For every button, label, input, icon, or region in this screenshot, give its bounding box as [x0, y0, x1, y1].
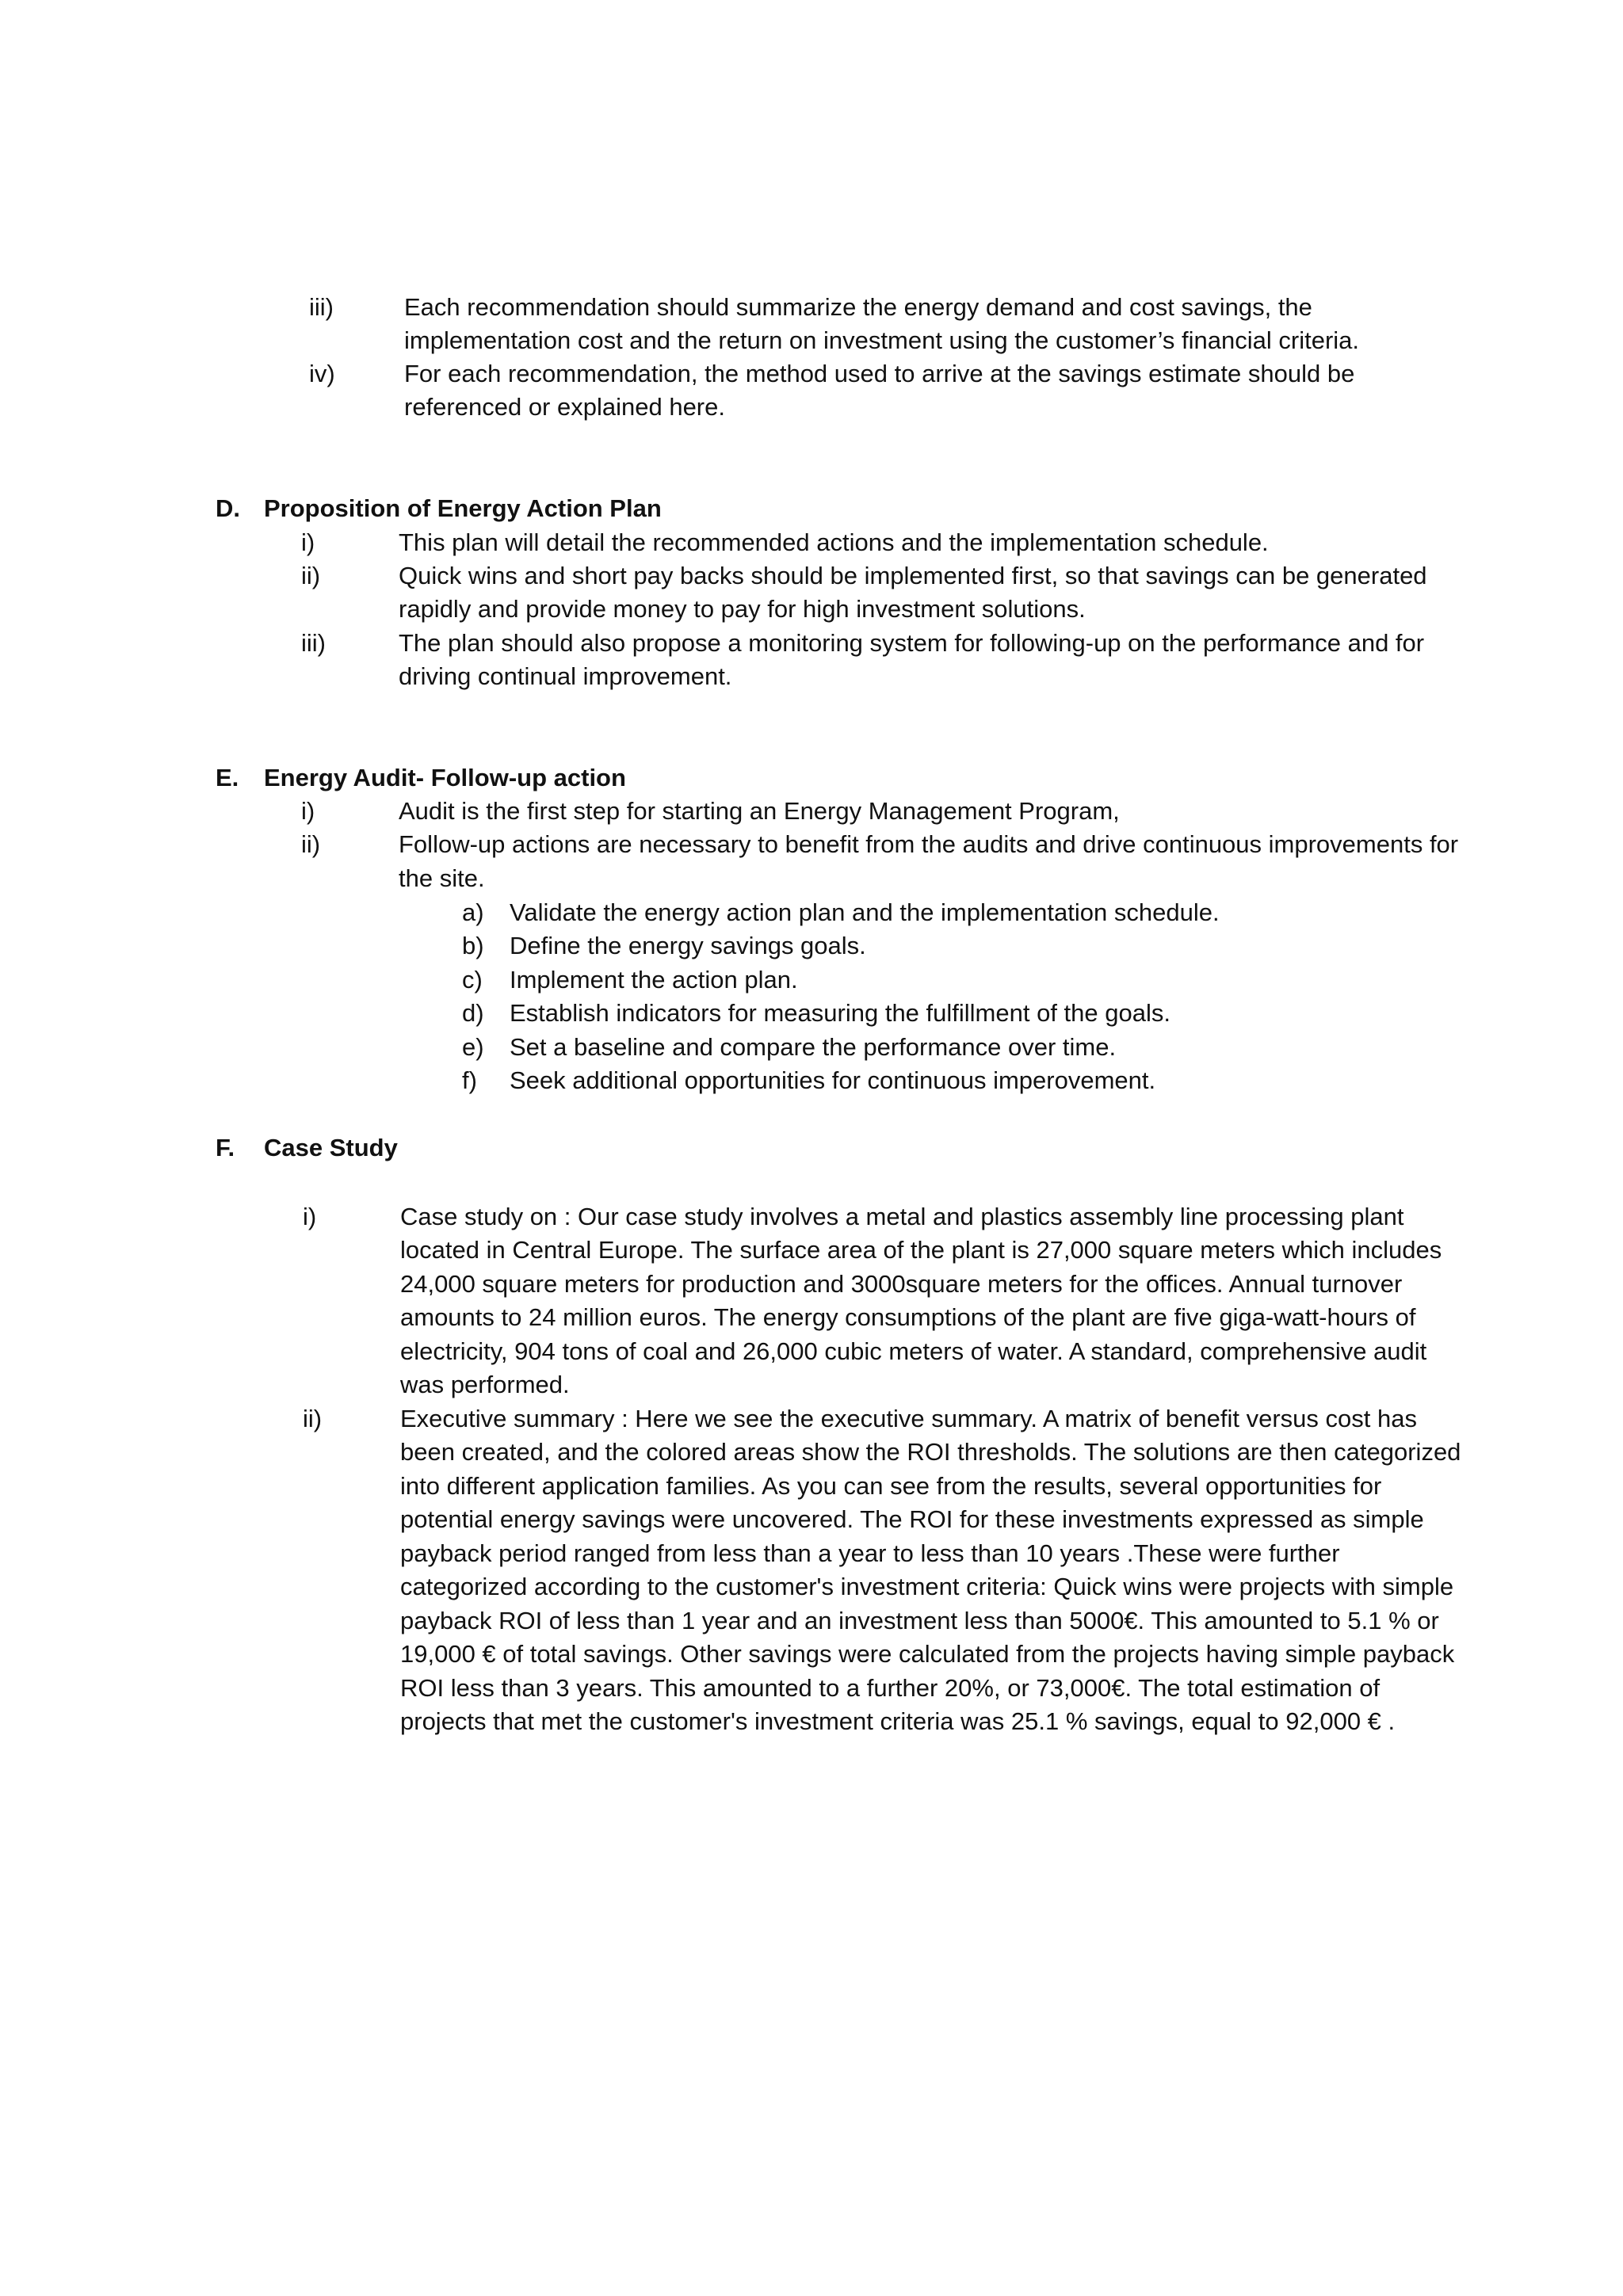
list-number: iii): [309, 293, 334, 321]
list-item-text: implementation cost and the return on investment using the customer’s financial criteria.: [404, 326, 1360, 354]
sublist-text: Validate the energy action plan and the implementation schedule.: [510, 898, 1220, 926]
list-item-text: amounts to 24 million euros. The energy consumptions of the plant are five giga-watt-hours of: [400, 1303, 1416, 1331]
list-item-text: was performed.: [400, 1371, 570, 1398]
list-item-text: electricity, 904 tons of coal and 26,000 cubic meters of water. A standard, comprehensive audit: [400, 1337, 1427, 1365]
list-item-text: The plan should also propose a monitoring system for following-up on the performance and for: [399, 629, 1425, 657]
section-letter: D.: [216, 494, 240, 522]
list-number: ii): [301, 830, 321, 858]
sublist-text: Set a baseline and compare the performance over time.: [510, 1033, 1117, 1061]
list-item-text: For each recommendation, the method used to arrive at the savings estimate should be: [404, 360, 1355, 387]
list-number: ii): [301, 562, 321, 589]
list-item-text: referenced or explained here.: [404, 393, 725, 421]
sublist-text: Establish indicators for measuring the fulfillment of the goals.: [510, 999, 1170, 1027]
sublist-letter: c): [462, 966, 483, 994]
sublist-text: Seek additional opportunities for continuous imperovement.: [510, 1066, 1156, 1094]
list-number: i): [301, 528, 315, 556]
list-item-text: Case study on : Our case study involves a metal and plastics assembly line processing plant: [400, 1203, 1404, 1230]
list-item-text: Follow-up actions are necessary to benefit from the audits and drive continuous improvements for: [399, 830, 1459, 858]
list-item-text: projects that met the customer's investment criteria was 25.1 % savings, equal to 92,000 € .: [400, 1707, 1396, 1735]
list-item-text: rapidly and provide money to pay for high investment solutions.: [399, 595, 1086, 623]
sublist-letter: e): [462, 1033, 484, 1061]
list-item-text: Audit is the first step for starting an Energy Management Program,: [399, 797, 1120, 825]
list-number: i): [301, 797, 315, 825]
section-letter: F.: [216, 1134, 235, 1161]
list-item-text: payback ROI of less than 1 year and an investment less than 5000€. This amounted to 5.1 % or: [400, 1607, 1439, 1634]
list-item-text: driving continual improvement.: [399, 662, 732, 690]
list-item-text: payback period ranged from less than a year to less than 10 years .These were further: [400, 1539, 1340, 1567]
list-number: ii): [303, 1405, 323, 1432]
section-letter: E.: [216, 764, 239, 791]
sublist-letter: d): [462, 999, 484, 1027]
section-heading: Energy Audit- Follow-up action: [264, 764, 626, 791]
list-item-text: 19,000 € of total savings. Other savings were calculated from the projects having simple payback: [400, 1640, 1455, 1668]
list-item-text: 24,000 square meters for production and 3000square meters for the offices. Annual turnover: [400, 1270, 1403, 1298]
sublist-text: Implement the action plan.: [510, 966, 798, 994]
sublist-letter: f): [462, 1066, 477, 1094]
list-number: iii): [301, 629, 326, 657]
list-item-text: categorized according to the customer's investment criteria: Quick wins were projects with simple: [400, 1573, 1454, 1600]
list-item-text: located in Central Europe. The surface area of the plant is 27,000 square meters which includes: [400, 1236, 1442, 1264]
list-number: iv): [309, 360, 335, 387]
sublist-letter: b): [462, 932, 484, 959]
sublist-text: Define the energy savings goals.: [510, 932, 866, 959]
sublist-letter: a): [462, 898, 484, 926]
list-item-text: Executive summary : Here we see the executive summary. A matrix of benefit versus cost has: [400, 1405, 1417, 1432]
list-item-text: ROI less than 3 years. This amounted to a further 20%, or 73,000€. The total estimation of: [400, 1674, 1381, 1702]
list-item-text: into different application families. As you can see from the results, several opportunities for: [400, 1472, 1382, 1500]
list-item-text: Quick wins and short pay backs should be implemented first, so that savings can be generated: [399, 562, 1427, 589]
list-item-text: This plan will detail the recommended actions and the implementation schedule.: [399, 528, 1269, 556]
section-heading: Case Study: [264, 1134, 398, 1161]
section-heading: Proposition of Energy Action Plan: [264, 494, 662, 522]
list-item-text: potential energy savings were uncovered. The ROI for these investments expressed as simple: [400, 1505, 1424, 1533]
list-number: i): [303, 1203, 317, 1230]
list-item-text: Each recommendation should summarize the energy demand and cost savings, the: [404, 293, 1312, 321]
list-item-text: been created, and the colored areas show the ROI thresholds. The solutions are then categorized: [400, 1438, 1461, 1466]
list-item-text: the site.: [399, 864, 485, 892]
